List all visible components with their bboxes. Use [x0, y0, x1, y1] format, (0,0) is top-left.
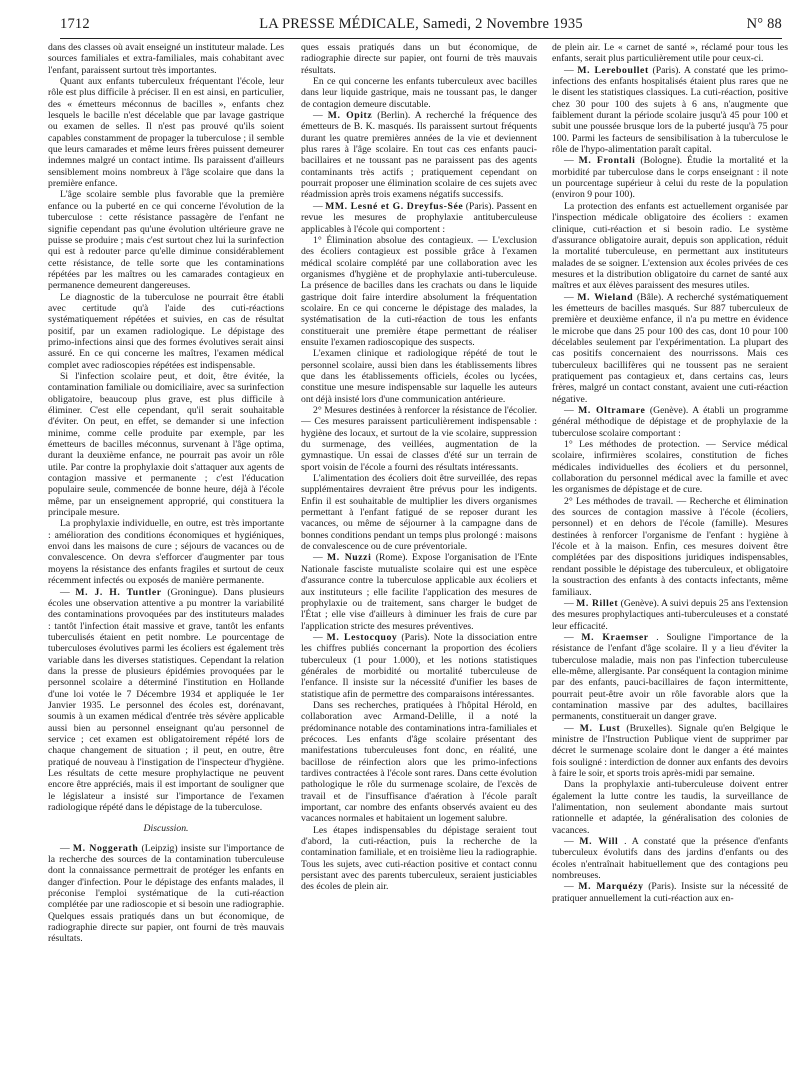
paragraph: Les étapes indispensables du dépistage seraient tout d'abord, la cuti-réaction, puis la recherche de la contamination familiale, et en troisième lieu la radiographie. Tous les sujets, avec cuti-réaction positive et contact connu persistant avec des parents tuberculeux, seraient justiciables des écoles de plein air.: [301, 824, 537, 893]
paragraph: — M. Marquézy (Paris). Insiste sur la nécessité de pratiquer annuellement la cuti-réaction aux en-: [552, 881, 788, 904]
paragraph-text: . Souligne l'importance de la résistance de l'enfant d'âge scolaire. Il y a lieu d'éviter la tuberculose maladie, mais non pas l'infection tuberculeuse elle-même, allergisante. Par conséquent la contagion minime par des enfants, pauci-bacillaires de façon intermittente, pourrait peut-être avoir un rôle favorable alors que la contamination massive par des adultes, bacillaires permanents, constituerait un danger grave.: [552, 631, 788, 723]
speaker-name: M. Lereboullet: [577, 64, 649, 76]
paragraph-continued: ques essais pratiqués dans un but économique, de radiographie directe sur papier, ont fourni de très mauvais résultats.: [301, 42, 537, 76]
column-left: [48, 42, 284, 1072]
paragraph: — M. Oltramare (Genève). A établi un programme général méthodique de dépistage et de prophylaxie de la tuberculose scolaire comportant :: [552, 405, 788, 439]
paragraph: L'examen clinique et radiologique répété de tout le personnel scolaire, aussi bien dans les établissements libres que dans les établissements officiels, écoles ou lycées, constitue une mesure indispensable sur laquelle les auteurs ont déjà insisté lors d'une communication antérieure.: [301, 348, 537, 405]
speaker-name: MM. Lesné et G. Dreyfus-Sée: [325, 200, 464, 212]
paragraph: — M. Rillet (Genève). A suivi depuis 25 ans l'extension des mesures prophylactiques anti-tuberculeuses et a constaté leur efficacité.: [552, 597, 788, 632]
paragraph-text: (Paris). Passent en revue les mesures de prophylaxie antituberculeuse applicables à l'école qui comportent :: [301, 200, 537, 235]
discussion-heading: Discussion.: [143, 823, 189, 835]
paragraph-text: (Genève). A établi un programme général méthodique de dépistage et de prophylaxie de la tuberculose scolaire comportant :: [552, 405, 788, 439]
speaker-name: M. Noggerath: [72, 842, 139, 854]
paragraph-text: (Rome). Expose l'organisation de l'Ente Nationale fasciste mutualiste scolaire qui est une espèce d'assurance contre la tuberculose applicable aux écoliers et aux instituteurs ; elle facilite l'application des mesures de prophylaxie ou de traitement, sans charger le budget de l'État ; elle vise d'ailleurs à diminuer les frais de cure par l'application stricte des mesures préventives.: [301, 552, 537, 632]
paragraph-text: (Leipzig) insiste sur l'importance de la recherche des sources de la contamination tuberculeuse dont la connaissance permettrait de protéger les enfants en danger d'infection. Pour le dépistage des enfants malades, il préconise l'emploi systématique de la cuti-réaction complétée par une radioscopie et si besoin une radiographie. Quelques essais pratiqués dans un but économique, de radiographie directe sur papier, ont fourni de très mauvais résultats.: [48, 842, 284, 945]
paragraph: 2° Mesures destinées à renforcer la résistance de l'écolier. — Ces mesures paraissent particulièrement indispensable : hygiène des locaux, et surtout de la vie scolaire, suppression du surmenage, des veillées, augmentation de la gymnastique. Un essai de classes d'été sur un terrain de sport voisin de l'école a fourni des résultats intéressants.: [301, 405, 537, 473]
speaker-name: M. Marquézy: [578, 881, 644, 893]
speaker-name: M. Kraemser: [581, 631, 649, 643]
speaker-name: M. Nuzzi: [327, 552, 372, 564]
paragraph-text: (Bologne). Étudie la mortalité et la morbidité par tuberculose dans le corps enseignant : il note un pourcentage supérieur à celui du reste de la population (environ 9 pour 100).: [552, 155, 788, 201]
speaker-name: M. Lust: [579, 722, 621, 734]
paragraph-continued: de plein air. Le « carnet de santé », réclamé pour tous les enfants, serait plus particulièrement utile pour ceux-ci.: [552, 42, 788, 65]
speaker-name: M. Rillet: [576, 597, 619, 609]
paragraph: Quant aux enfants tuberculeux fréquentant l'école, leur rôle est plus difficile à préciser. Il en est ainsi, en particulier, des « émetteurs méconnus de bacilles », enfants chez lesquels le bacille n'est décelable que par lavage gastrique ou examen de selles. Il n'est pas prouvé qu'ils soient capables constamment de propager la tuberculose ; il semble que leurs camarades et même leurs frères puissent demeurer indemnes malgré un contact intime. Ils paraissent d'ailleurs sensiblement moins nombreux à l'âge scolaire que dans la première enfance.: [48, 76, 284, 190]
paragraph: — M. Opitz (Berlin). A recherché la fréquence des émetteurs de B. K. masqués. Ils paraissent surtout fréquents durant les quatre premières années de la vie et deviennent plus rares à l'âge scolaire. En tout cas ces enfants pauci-bacillaires et ne toussant pas ne paraissent pas des agents contaminants très actifs ; pratiquement cependant on pourrait proposer une élimination scolaire de ces sujets avec réadmission après trois examens négatifs successifs.: [301, 110, 537, 201]
speaker-name: M. J. H. Tuntler: [75, 586, 162, 598]
paragraph: — MM. Lesné et G. Dreyfus-Sée (Paris). Passent en revue les mesures de prophylaxie antituberculeuse applicables à l'école qui comportent :: [301, 200, 537, 235]
paragraph: La protection des enfants est actuellement organisée par l'inspection médicale obligatoire des écoliers : examen clinique, cuti-réaction et si besoin radio. Le système d'assurance obligatoire aurait, depuis son application, réduit la mortalité tuberculeuse, en permettant aux instituteurs malades de se soigner. L'extension aux écoles privées de ces mesures et la distribution obligatoire du carnet de santé aux maîtres et aux élèves paraissent des mesures utiles.: [552, 200, 788, 292]
speaker-name: M. Oltramare: [578, 405, 646, 416]
running-header: [60, 14, 782, 36]
page-number: 1712: [60, 16, 90, 32]
paragraph: — M. J. H. Tuntler (Groningue). Dans plusieurs écoles une observation attentive a pu montrer la variabilité des contaminations provoquées par des instituteurs malades : tantôt l'infection était massive et grave, tantôt les enfants tuberculisés étaient en petit nombre. Le pourcentage de tuberculoses évolutives parmi les écoliers est également très variable dans les diverses statistiques. Cependant la relation dans la presse de plusieurs épidémies provoquées par le personnel scolaire a déterminé l'institution en Hollande d'une loi votée le 7 Décembre 1934 et appliquée le 1er Janvier 1935. Le personnel des écoles est, dorénavant, soumis à un examen médical d'entrée très sévère applicable aussi bien au personnel enseignant qu'au personnel de service ; cet examen est obligatoirement répété lors de chaque changement de situation ; il peut, en outre, être pratiqué de nouveau à l'instigation de l'inspecteur d'hygiène. Les résultats de cette mesure prophylactique ne peuvent encore être appréciés, mais il est important de souligner que le législateur a insisté sur l'importance de l'examen radiologique répété dans le dépistage de la tuberculose.: [48, 586, 284, 814]
paragraph-text: (Groningue). Dans plusieurs écoles une observation attentive a pu montrer la variabilité des contaminations provoquées par des instituteurs malades : tantôt l'infection était massive et grave, tantôt les enfants tuberculisés étaient en petit nombre. Le pourcentage de tuberculoses évolutives parmi les écoliers est également très variable dans les diverses statistiques. Cependant la relation dans la presse de plusieurs épidémies provoquées par le personnel scolaire a déterminé l'institution en Hollande d'une loi votée le 7 Décembre 1934 et appliquée le 1er Janvier 1935. Le personnel des écoles est, dorénavant, soumis à un examen médical d'entrée très sévère applicable aussi bien au personnel enseignant qu'au personnel de service ; cet examen est obligatoirement répété lors de chaque changement de situation ; il peut, en outre, être pratiqué de nouveau à l'instigation de l'inspecteur d'hygiène. Les résultats de cette mesure prophylactique ne peuvent encore être appréciés, mais il est important de souligner que le législateur a insisté sur l'importance de l'examen radiologique répété dans le dépistage de la tuberculose.: [48, 586, 284, 814]
paragraph: Dans ses recherches, pratiquées à l'hôpital Hérold, en collaboration avec Armand-Delille, il a noté la prédominance notable des contaminations intra-familiales et précoces. Les enfants d'âge scolaire présentant des manifestations tuberculeuses font donc, en réalité, une bacillose de réinfection alors que les primo-infections tardives contractées à l'école sont rares. Dans cette évolution pathologique le rôle du surmenage scolaire, de l'excès de travail et de l'insuffisance d'aération à l'école paraît important, car nombre des enfants observés avaient eu des vacances normales et habitaient un logement salubre.: [301, 699, 537, 825]
paragraph: — M. Lereboullet (Paris). A constaté que les primo-infections des enfants hospitalisés étaient plus rares que ne le disent les statistiques classiques. La cuti-réaction, positive chez 30 pour 100 des sujets à 6 ans, n'augmente que faiblement durant la période scolaire jusqu'à 45 pour 100 et subit une poussée brusque lors de la puberté jusqu'à 75 pour 100. Parmi les facteurs de sensibilisation à la tuberculose le rôle de l'hypo-alimentation paraît capital.: [552, 64, 788, 156]
speaker-name: M. Frontali: [578, 155, 636, 167]
issue-number: N° 88: [746, 16, 782, 32]
paragraph-text: (Paris). A constaté que les primo-infections des enfants hospitalisés étaient plus rares que ne le disent les statistiques classiques. La cuti-réaction, positive chez 30 pour 100 des sujets à 6 ans, n'augmente que faiblement durant la période scolaire jusqu'à 45 pour 100 et subit une poussée brusque lors de la puberté jusqu'à 75 pour 100. Parmi les facteurs de sensibilisation à la tuberculose le rôle de l'hypo-alimentation paraît capital.: [552, 64, 788, 156]
paragraph: L'alimentation des écoliers doit être surveillée, des repas supplémentaires devraient être prévus pour les indigents. Enfin il est souhaitable de multiplier les divers organismes permettant à l'enfant fatigué de se reposer durant les vacances, ou même de séjourner à la campagne dans de bonnes conditions pendant un temps plus prolongé : maisons de convalescence ou de cure préventoriale.: [301, 473, 537, 553]
paragraph: — M. Lestocquoy (Paris). Note la dissociation entre les chiffres publiés concernant la proportion des écoliers tuberculeux (1 pour 1.000), et les notions statistiques générales de morbidité ou mortalité tuberculeuse de l'enfance. Il insiste sur la nécessité d'unifier les bases de statistique afin de permettre des comparaisons intéressantes.: [301, 631, 537, 700]
paragraph: 1° Élimination absolue des contagieux. — L'exclusion des écoliers contagieux est possible grâce à l'examen médical scolaire complété par une collaboration avec les organismes d'hygiène et de prophylaxie anti-tuberculeuse. La présence de bacilles dans les crachats ou dans le liquide gastrique doit faire interdire absolument la fréquentation scolaire. En ce qui concerne le dépistage des malades, la systématisation de la cuti-réaction de tous les enfants constituerait une première étape permettant de réaliser ensuite l'examen radioscopique des suspects.: [301, 234, 537, 348]
paragraph-text: (Paris). Insiste sur la nécessité de pratiquer annuellement la cuti-réaction aux en-: [552, 881, 788, 904]
column-middle: [301, 42, 537, 1072]
paragraph-text: (Genève). A suivi depuis 25 ans l'extension des mesures prophylactiques anti-tuberculeuses et a constaté leur efficacité.: [552, 597, 788, 632]
paragraph: — M. Noggerath (Leipzig) insiste sur l'importance de la recherche des sources de la contamination tuberculeuse dont la connaissance permettrait de protéger les enfants en danger d'infection. Pour le dépistage des enfants malades, il préconise l'emploi systématique de la cuti-réaction complétée par une radioscopie et si besoin une radiographie. Quelques essais pratiqués dans un but économique, de radiographie directe sur papier, ont fourni de très mauvais résultats.: [48, 842, 284, 945]
paragraph: — M. Wieland (Bâle). A recherché systématiquement les émetteurs de bacilles masqués. Sur 887 tuberculeux de première et deuxième enfance, il n'a pu mettre en évidence le microbe que dans 25 pour 100 des cas, dont 10 pour 100 décelables seulement par l'expérimentation. La plupart des cas positifs concernaient des nourrissons. Mais ces tuberculeux bacillifères qui ne toussent pas ne seraient pratiquement pas contagieux et, dans certains cas, leurs frères, malgré un contact constant, avaient une cuti-réaction négative.: [552, 291, 788, 405]
paragraph: 2° Les méthodes de travail. — Recherche et élimination des sources de contagion massive à l'école (écoliers, personnel) et en dehors de l'école (famille). Mesures destinées à renforcer l'organisme de l'enfant : hygiène à l'école et à la maison. Enfin, ces mesures doivent être complétées par des dispositions juridiques indispensables, rendant possible le dépistage des tuberculeux, et obligatoire la soustraction des enfants à des contacts infectants, même familiaux.: [552, 495, 788, 598]
paragraph-continued: dans des classes où avait enseigné un instituteur malade. Les sources familiales et extra-familiales, mais cohabitant avec l'enfant, paraissent surtout très importantes.: [48, 42, 284, 76]
paragraph: 1° Les méthodes de protection. — Service médical scolaire, infirmières scolaires, constitution de fiches médicales individuelles des écoliers et du personnel, collaboration du personnel médical avec la famille et avec les organismes de dépistage et de cure.: [552, 439, 788, 496]
paragraph: — M. Will . A constaté que la présence d'enfants tuberculeux évolutifs dans des jardins d'enfants ou des écoles n'entraînait habituellement que des contagions peu nombreuses.: [552, 836, 788, 882]
paragraph: — M. Frontali (Bologne). Étudie la mortalité et la morbidité par tuberculose dans le corps enseignant : il note un pourcentage supérieur à celui du reste de la population (environ 9 pour 100).: [552, 155, 788, 201]
paragraph-text: . A constaté que la présence d'enfants tuberculeux évolutifs dans des jardins d'enfants ou des écoles n'entraînait habituellement que des contagions peu nombreuses.: [552, 836, 788, 882]
paragraph: Dans la prophylaxie anti-tuberculeuse doivent entrer également la lutte contre les taudis, la surveillance de l'alimentation, non seulement abondante mais surtout rationnelle et adaptée, la généralisation des colonies de vacances.: [552, 779, 788, 836]
speaker-name: M. Opitz: [327, 110, 373, 122]
paragraph: — M. Kraemser . Souligne l'importance de la résistance de l'enfant d'âge scolaire. Il y a lieu d'éviter la tuberculose maladie, mais non pas l'infection tuberculeuse elle-même, allergisante. Par conséquent la contagion minime par des enfants, pauci-bacillaires de façon intermittente, pourrait peut-être avoir un rôle favorable alors que la contamination massive par des adultes, bacillaires permanents, constituerait un danger grave.: [552, 631, 788, 723]
paragraph: — M. Lust (Bruxelles). Signale qu'en Belgique le ministre de l'Instruction Publique vient de supprimer par décret le surmenage scolaire dont le danger a été maintes fois souligné : interdiction de donner aux enfants des devoirs à faire le soir, et sports trois après-midi par semaine.: [552, 722, 788, 779]
paragraph-text: (Bruxelles). Signale qu'en Belgique le ministre de l'Instruction Publique vient de supprimer par décret le surmenage scolaire dont le danger a été maintes fois souligné : interdiction de donner aux enfants des devoirs à faire le soir, et sports trois après-midi par semaine.: [552, 722, 788, 779]
column-right: [552, 42, 788, 1072]
journal-title: LA PRESSE MÉDICALE, Samedi, 2 Novembre 1935: [259, 16, 583, 32]
speaker-name: M. Will: [579, 836, 619, 848]
paragraph-text: (Bâle). A recherché systématiquement les émetteurs de bacilles masqués. Sur 887 tuberculeux de première et deuxième enfance, il n'a pu mettre en évidence le microbe que dans 25 pour 100 des cas, dont 10 pour 100 décelables seulement par l'expérimentation. La plupart des cas positifs concernaient des nourrissons. Mais ces tuberculeux bacillifères qui ne toussent pas ne seraient pratiquement pas contagieux et, dans certains cas, leurs frères, malgré un contact constant, avaient une cuti-réaction négative.: [552, 291, 788, 405]
speaker-name: M. Lestocquoy: [326, 631, 398, 643]
paragraph: La prophylaxie individuelle, en outre, est très importante : amélioration des conditions économiques et hygiéniques, envoi dans les maisons de cure ; séjours de vacances ou de convalescence. On devra s'efforcer d'augmenter par tous moyens la résistance des enfants fragiles et surtout de ceux récemment infectés ou exposés de manière permanente.: [48, 518, 284, 587]
header-rule: [60, 38, 782, 39]
speaker-name: M. Wieland: [577, 291, 634, 303]
paragraph: L'âge scolaire semble plus favorable que la première enfance ou la puberté en ce qui concerne l'évolution de la tuberculose : cette résistance passagère de l'enfant ne signifie cependant pas qu'une évolution ultérieure grave ne puisse se produire ; mais c'est surtout chez lui la surinfection qui est à redouter parce qu'elle diminue considérablement cette résistance, de telle sorte que les contaminations répétées par les maîtres ou les camarades contagieux en permanence demeurent dangereuses.: [48, 189, 284, 292]
paragraph-text: (Berlin). A recherché la fréquence des émetteurs de B. K. masqués. Ils paraissent surtout fréquents durant les quatre premières années de la vie et deviennent plus rares à l'âge scolaire. En tout cas ces enfants pauci-bacillaires et ne toussant pas ne paraissent pas des agents contaminants très actifs ; pratiquement cependant on pourrait proposer une élimination scolaire de ces sujets avec réadmission après trois examens négatifs successifs.: [301, 110, 537, 201]
paragraph-text: (Paris). Note la dissociation entre les chiffres publiés concernant la proportion des écoliers tuberculeux (1 pour 1.000), et les notions statistiques générales de morbidité ou mortalité tuberculeuse de l'enfance. Il insiste sur la nécessité d'unifier les bases de statistique afin de permettre des comparaisons intéressantes.: [301, 631, 537, 700]
paragraph: En ce qui concerne les enfants tuberculeux avec bacilles dans leur liquide gastrique, mais ne toussant pas, le danger de contagion demeure discutable.: [301, 76, 537, 110]
paragraph: Le diagnostic de la tuberculose ne pourrait être établi avec certitude qu'à l'aide des cuti-réactions systématiquement répétées et suivies, en cas de résultat positif, par un examen radiologique. Le dépistage des primo-infections ainsi que des formes évolutives serait ainsi assuré. En ce qui concerne les maîtres, l'examen médical complet avec radioscopies répétées est indispensable.: [48, 291, 284, 371]
paragraph: Si l'infection scolaire peut, et doit, être évitée, la contamination familiale ou domiciliaire, avec sa surinfection obligatoire, beaucoup plus grave, est plus difficile à éliminer. C'est elle cependant, qu'il serait souhaitable d'éviter. On peut, en effet, se demander si une infection minime, comme celle produite par exemple, par les émetteurs de bacilles méconnus, survenant à l'âge optima, durant la deuxième enfance, ne pourrait pas avoir un rôle utile. Par contre la prophylaxie doit s'attaquer aux agents de contagion massive et permanente ; c'est l'éducation populaire seule, commencée de bonne heure, déjà à l'école même, par un enseignement approprié, qui constituera la principale mesure.: [48, 370, 284, 519]
paragraph: — M. Nuzzi (Rome). Expose l'organisation de l'Ente Nationale fasciste mutualiste scolaire qui est une espèce d'assurance contre la tuberculose applicable aux écoliers et aux instituteurs ; elle facilite l'application des mesures de prophylaxie ou de traitement, sans charger le budget de l'État ; elle vise d'ailleurs à diminuer les frais de cure par l'application stricte des mesures préventives.: [301, 552, 537, 632]
